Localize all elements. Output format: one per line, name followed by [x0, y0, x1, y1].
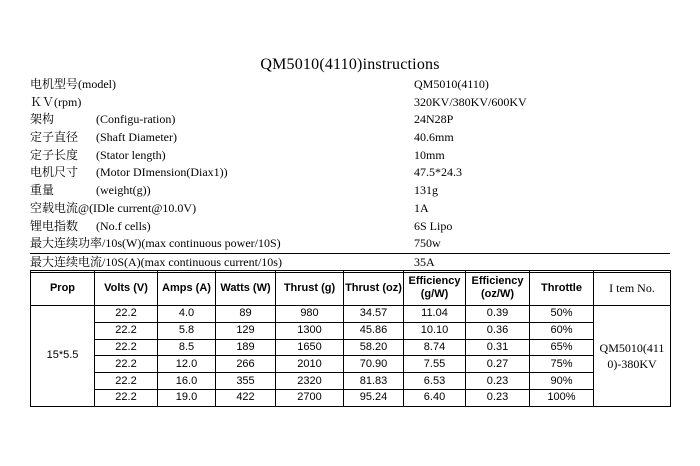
spec-row-dimension: [30, 164, 670, 182]
cell-efficiency-gw: 6.53: [404, 373, 466, 390]
cell-efficiency-gw: 11.04: [404, 306, 466, 323]
spec-label-zh: 电机型号: [30, 77, 79, 91]
cell-amps: 16.0: [158, 373, 216, 390]
table-row: [31, 389, 671, 406]
spec-row-idle-current: [30, 200, 670, 218]
spec-row-stator-length: [30, 147, 670, 165]
header-throttle: Throttle: [530, 271, 594, 306]
spec-value: 10mm: [414, 147, 445, 162]
spec-value: 47.5*24.3: [414, 165, 462, 180]
spec-label-en: (Configu-ration): [96, 112, 176, 127]
spec-value: QM5010(4110): [414, 77, 489, 91]
cell-throttle: 60%: [530, 322, 594, 339]
spec-label-en: (Stator length): [96, 147, 166, 162]
cell-thrust-oz: 81.83: [344, 373, 404, 390]
spec-label-en: (Shaft Diameter): [96, 130, 177, 145]
spec-label-zh: 架构: [30, 112, 55, 127]
spec-value: 1A: [414, 200, 429, 215]
cell-watts: 355: [216, 373, 276, 390]
spec-label-en: (model): [78, 77, 117, 91]
performance-table: [30, 270, 671, 407]
spec-label-en: (IDle current@10.0V): [89, 200, 197, 215]
cell-volts: 22.2: [95, 339, 158, 356]
cell-throttle: 75%: [530, 356, 594, 373]
spec-row-cells: [30, 218, 670, 236]
table-row: [31, 306, 671, 323]
spec-label-en: (Motor DImension(Diax1)): [96, 165, 228, 180]
cell-thrust-g: 1300: [276, 322, 344, 339]
spec-row-max-power: [30, 235, 670, 254]
spec-label-zh: 定子长度: [30, 147, 79, 162]
cell-thrust-g: 2320: [276, 373, 344, 390]
spec-label-zh: 电机尺寸: [30, 165, 79, 180]
spec-label-zh: ＫＶ: [30, 94, 55, 109]
cell-thrust-oz: 58.20: [344, 339, 404, 356]
table-row: [31, 373, 671, 390]
spec-row-configuration: [30, 111, 670, 129]
spec-value: 320KV/380KV/600KV: [414, 94, 527, 109]
cell-amps: 8.5: [158, 339, 216, 356]
header-item-no: I tem No.: [594, 271, 671, 306]
cell-thrust-g: 2700: [276, 389, 344, 406]
spec-value: 24N28P: [414, 112, 454, 127]
spec-label-zh: 最大连续功率/10s(W): [30, 236, 142, 251]
prop-cell: 15*5.5: [31, 306, 95, 407]
cell-thrust-oz: 95.24: [344, 389, 404, 406]
spec-label-en: (rpm): [54, 94, 82, 109]
cell-volts: 22.2: [95, 306, 158, 323]
cell-efficiency-gw: 6.40: [404, 389, 466, 406]
spec-label-zh: 锂电指数: [30, 218, 79, 233]
header-volts: Volts (V): [95, 271, 158, 306]
cell-watts: 266: [216, 356, 276, 373]
cell-volts: 22.2: [95, 322, 158, 339]
cell-thrust-oz: 34.57: [344, 306, 404, 323]
cell-amps: 4.0: [158, 306, 216, 323]
cell-efficiency-ozw: 0.39: [466, 306, 530, 323]
cell-thrust-g: 2010: [276, 356, 344, 373]
spec-value: 750w: [414, 236, 441, 251]
spec-value: 6S Lipo: [414, 218, 453, 233]
spec-label-en: (No.f cells): [96, 218, 151, 233]
cell-efficiency-gw: 7.55: [404, 356, 466, 373]
spec-label-en: (max continuous current/10s): [140, 254, 282, 269]
spec-label-zh: 重量: [30, 183, 55, 198]
cell-throttle: 65%: [530, 339, 594, 356]
header-thrust-oz: Thrust (oz): [344, 271, 404, 306]
cell-efficiency-ozw: 0.31: [466, 339, 530, 356]
table-row: [31, 356, 671, 373]
cell-efficiency-gw: 8.74: [404, 339, 466, 356]
cell-watts: 129: [216, 322, 276, 339]
cell-thrust-oz: 70.90: [344, 356, 404, 373]
cell-volts: 22.2: [95, 389, 158, 406]
cell-efficiency-ozw: 0.27: [466, 356, 530, 373]
cell-throttle: 90%: [530, 373, 594, 390]
header-efficiency-ozw: Efficiency (oz/W): [466, 271, 530, 306]
cell-amps: 19.0: [158, 389, 216, 406]
spec-row-weight: [30, 182, 670, 200]
spec-row-kv: [30, 94, 670, 112]
cell-efficiency-gw: 10.10: [404, 322, 466, 339]
spec-label-zh: 最大连续电流/10S(A): [30, 254, 141, 269]
spec-list: [30, 76, 670, 273]
header-efficiency-gw: Efficiency (g/W): [404, 271, 466, 306]
spec-row-shaft-diameter: [30, 129, 670, 147]
spec-value: 40.6mm: [414, 130, 454, 145]
cell-volts: 22.2: [95, 356, 158, 373]
spec-label-en: (weight(g)): [96, 183, 151, 198]
spec-row-model: [30, 76, 670, 94]
cell-thrust-g: 980: [276, 306, 344, 323]
page-title: QM5010(4110)instructions: [260, 56, 440, 73]
cell-watts: 89: [216, 306, 276, 323]
table-row: [31, 339, 671, 356]
cell-watts: 422: [216, 389, 276, 406]
cell-thrust-oz: 45.86: [344, 322, 404, 339]
spec-value: 35A: [414, 254, 435, 269]
header-prop: Prop: [31, 271, 95, 306]
table-row: [31, 322, 671, 339]
header-watts: Watts (W): [216, 271, 276, 306]
cell-volts: 22.2: [95, 373, 158, 390]
cell-throttle: 100%: [530, 389, 594, 406]
spec-label-en: (max continuous power/10S): [141, 236, 281, 251]
cell-thrust-g: 1650: [276, 339, 344, 356]
spec-label-zh: 空载电流@: [30, 200, 90, 215]
cell-watts: 189: [216, 339, 276, 356]
cell-amps: 5.8: [158, 322, 216, 339]
cell-amps: 12.0: [158, 356, 216, 373]
spec-label-zh: 定子直径: [30, 130, 79, 145]
header-thrust-g: Thrust (g): [276, 271, 344, 306]
cell-efficiency-ozw: 0.36: [466, 322, 530, 339]
cell-efficiency-ozw: 0.23: [466, 373, 530, 390]
header-amps: Amps (A): [158, 271, 216, 306]
item-no-cell: QM5010(4110)-380KV: [594, 306, 671, 407]
cell-efficiency-ozw: 0.23: [466, 389, 530, 406]
table-header-row: [31, 271, 671, 306]
cell-throttle: 50%: [530, 306, 594, 323]
spec-value: 131g: [414, 183, 438, 198]
